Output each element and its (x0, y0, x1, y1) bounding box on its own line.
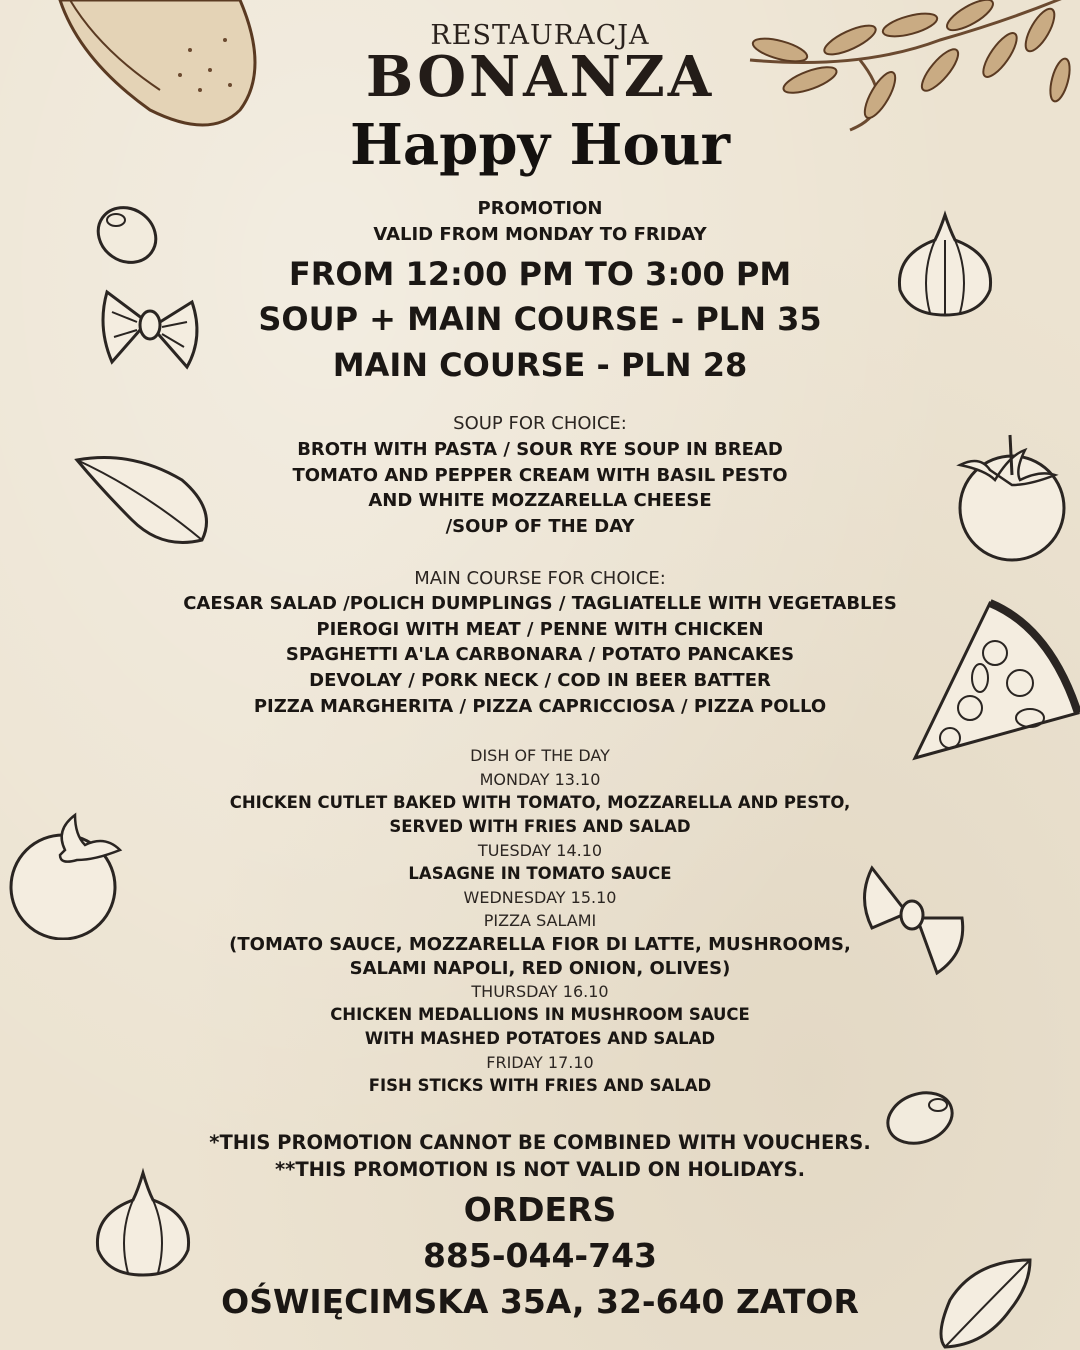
promotion-note: *THIS PROMOTION CANNOT BE COMBINED WITH VOUCHERS. (209, 1131, 871, 1154)
dish-line: LASAGNE IN TOMATO SAUCE (408, 864, 672, 883)
dish-of-day-heading: DISH OF THE DAY (470, 746, 610, 765)
soup-heading: SOUP FOR CHOICE: (453, 413, 627, 434)
promotion-label: PROMOTION (477, 198, 603, 219)
promotion-valid: VALID FROM MONDAY TO FRIDAY (373, 224, 707, 245)
promotion-offer-2: MAIN COURSE - PLN 28 (332, 346, 748, 384)
page-title: Happy Hour (349, 112, 731, 178)
promotion-offer-1: SOUP + MAIN COURSE - PLN 35 (258, 300, 822, 338)
promotion-hours: FROM 12:00 PM TO 3:00 PM (288, 255, 792, 293)
dish-line: SERVED WITH FRIES AND SALAD (389, 817, 691, 836)
main-line: CAESAR SALAD /POLICH DUMPLINGS / TAGLIATELLE WITH VEGETABLES (183, 593, 897, 614)
day-label-monday: MONDAY 13.10 (479, 770, 601, 789)
day-label-friday: FRIDAY 17.10 (486, 1053, 594, 1072)
soup-line: AND WHITE MOZZARELLA CHEESE (368, 490, 712, 511)
main-line: PIEROGI WITH MEAT / PENNE WITH CHICKEN (316, 619, 764, 640)
day-label-thursday: THURSDAY 16.10 (471, 982, 609, 1001)
restaurant-prefix: RESTAURACJA (430, 20, 650, 51)
soup-line: /SOUP OF THE DAY (445, 516, 635, 537)
promotion-note: **THIS PROMOTION IS NOT VALID ON HOLIDAYS. (274, 1158, 806, 1181)
soup-line: BROTH WITH PASTA / SOUR RYE SOUP IN BREAD (297, 439, 783, 460)
phone-number[interactable]: 885-044-743 (422, 1236, 658, 1275)
orders-label: ORDERS (463, 1190, 617, 1229)
dish-line: WITH MASHED POTATOES AND SALAD (364, 1029, 716, 1048)
main-line: PIZZA MARGHERITA / PIZZA CAPRICCIOSA / PIZZA POLLO (253, 696, 827, 717)
day-label-wednesday: WEDNESDAY 15.10 (463, 888, 617, 907)
address: OŚWIĘCIMSKA 35A, 32-640 ZATOR (221, 1282, 859, 1321)
dish-line: SALAMI NAPOLI, RED ONION, OLIVES) (349, 958, 731, 979)
main-heading: MAIN COURSE FOR CHOICE: (414, 568, 666, 589)
dish-line: CHICKEN CUTLET BAKED WITH TOMATO, MOZZARELLA AND PESTO, (229, 793, 851, 812)
soup-line: TOMATO AND PEPPER CREAM WITH BASIL PESTO (292, 465, 788, 486)
main-line: DEVOLAY / PORK NECK / COD IN BEER BATTER (309, 670, 771, 691)
dish-subtitle: PIZZA SALAMI (483, 911, 597, 930)
main-line: SPAGHETTI A'LA CARBONARA / POTATO PANCAKES (285, 644, 795, 665)
restaurant-name: BONANZA (365, 44, 715, 110)
dish-line: (TOMATO SAUCE, MOZZARELLA FIOR DI LATTE, MUSHROOMS, (229, 934, 851, 955)
dish-line: FISH STICKS WITH FRIES AND SALAD (368, 1076, 712, 1095)
day-label-tuesday: TUESDAY 14.10 (477, 841, 603, 860)
dish-line: CHICKEN MEDALLIONS IN MUSHROOM SAUCE (330, 1005, 750, 1024)
